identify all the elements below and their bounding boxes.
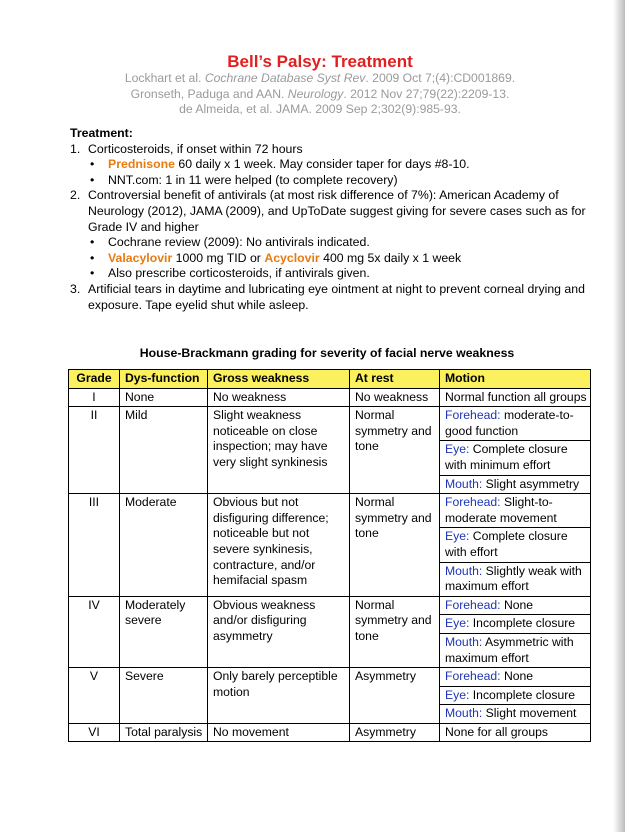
reference-line: Lockhart et al. Cochrane Database Syst Rev. 2009 Oct 7;(4):CD001869. bbox=[124, 71, 516, 85]
page-edge-shadow bbox=[613, 0, 625, 832]
reference-line: Gronseth, Paduga and AAN. Neurology. 2012 Nov 27;79(22):2209-13. bbox=[130, 86, 510, 101]
at-rest-cell: Asymmetry bbox=[350, 668, 440, 724]
grade-cell: V bbox=[69, 668, 120, 724]
house-brackmann-table bbox=[68, 369, 591, 742]
bullet-prednisone: • Prednisone 60 daily x 1 week. May consider taper for days #8-10. bbox=[90, 157, 470, 172]
gross-weakness-cell: No weakness bbox=[208, 388, 350, 407]
dysfunction-cell: Severe bbox=[120, 668, 208, 724]
treatment-item-3: 3. Artificial tears in daytime and lubricating eye ointment at night to prevent corneal drying and exposure. Tape eyelid shut while asleep. bbox=[70, 281, 585, 312]
dysfunction-cell: Total paralysis bbox=[120, 723, 208, 742]
at-rest-cell: No weakness bbox=[350, 388, 440, 407]
table-row bbox=[69, 407, 591, 494]
motion-eye: Eye: Incomplete closure bbox=[440, 687, 590, 706]
doc-title: Bell’s Palsy: Treatment bbox=[227, 52, 413, 71]
motion-forehead: Forehead: Slight-to-moderate movement bbox=[440, 494, 590, 528]
motion-forehead: Forehead: None bbox=[440, 597, 590, 616]
table-row bbox=[69, 596, 591, 667]
motion-forehead: Forehead: moderate-to-good function bbox=[440, 407, 590, 441]
at-rest-cell: Normal symmetry and tone bbox=[350, 494, 440, 597]
drug-prednisone: Prednisone bbox=[108, 157, 175, 172]
reference-line: de Almeida, et al. JAMA. 2009 Sep 2;302(9):985-93. bbox=[179, 102, 461, 117]
gross-weakness-cell: Only barely perceptible motion bbox=[208, 668, 350, 724]
grade-cell: II bbox=[69, 407, 120, 494]
motion-cell bbox=[440, 668, 591, 724]
motion-eye: Eye: Complete closure with minimum effort bbox=[440, 441, 590, 475]
motion-forehead: Forehead: None bbox=[440, 668, 590, 687]
motion-mouth: Mouth: Slight asymmetry bbox=[445, 476, 580, 491]
grade-cell: III bbox=[69, 494, 120, 597]
dysfunction-cell: None bbox=[120, 388, 208, 407]
drug-valacylovir: Valacylovir bbox=[108, 250, 173, 265]
col-header-at-rest: At rest bbox=[350, 370, 440, 389]
motion-eye: Eye: Incomplete closure bbox=[440, 615, 590, 634]
grade-cell: IV bbox=[69, 596, 120, 667]
motion-all: Normal function all groups bbox=[445, 389, 587, 404]
motion-mouth: Mouth: Slight movement bbox=[445, 706, 577, 721]
dysfunction-cell: Moderate bbox=[120, 494, 208, 597]
bullet-corticosteroids: • Also prescribe corticosteroids, if antivirals given. bbox=[90, 266, 370, 281]
col-header-motion: Motion bbox=[440, 370, 591, 389]
col-header-grade: Grade bbox=[69, 370, 120, 389]
bullet-antivirals: • Valacylovir 1000 mg TID or Acyclovir 400 mg 5x daily x 1 week bbox=[90, 250, 462, 265]
motion-cell bbox=[440, 723, 591, 742]
col-header-gross-weakness: Gross weakness bbox=[208, 370, 350, 389]
motion-mouth: Mouth: Slightly weak with maximum effort bbox=[445, 563, 582, 594]
motion-cell bbox=[440, 388, 591, 407]
grade-cell: VI bbox=[69, 723, 120, 742]
dysfunction-cell: Mild bbox=[120, 407, 208, 494]
table-caption: House-Brackmann grading for severity of facial nerve weakness bbox=[139, 346, 515, 360]
motion-cell bbox=[440, 596, 591, 667]
drug-acyclovir: Acyclovir bbox=[264, 250, 320, 265]
at-rest-cell: Normal symmetry and tone bbox=[350, 407, 440, 494]
treatment-item-1: 1. Corticosteroids, if onset within 72 hours bbox=[70, 141, 303, 156]
table-header-row bbox=[69, 370, 591, 389]
bullet-nnt: • NNT.com: 1 in 11 were helped (to complete recovery) bbox=[90, 172, 398, 187]
treatment-heading: Treatment: bbox=[70, 126, 133, 140]
at-rest-cell: Asymmetry bbox=[350, 723, 440, 742]
motion-cell bbox=[440, 494, 591, 597]
col-header-dysfunction: Dys-function bbox=[120, 370, 208, 389]
motion-mouth: Mouth: Asymmetric with maximum effort bbox=[445, 634, 574, 665]
bullet-cochrane: • Cochrane review (2009): No antivirals indicated. bbox=[90, 235, 370, 250]
treatment-section bbox=[70, 126, 590, 313]
gross-weakness-cell: Slight weakness noticeable on close inspection; may have very slight synkinesis bbox=[208, 407, 350, 494]
table-row bbox=[69, 723, 591, 742]
gross-weakness-cell: Obvious but not disfiguring difference; noticeable but not severe synkinesis, contracture, and/or hemifacial spasm bbox=[208, 494, 350, 597]
treatment-item-2: 2. Controversial benefit of antivirals (at most risk difference of 7%): American Academy of Neurology (2012), JAMA (2009), and UpToDate suggest giving for severe cases such as for Grade IV and higher bbox=[70, 188, 586, 234]
motion-cell bbox=[440, 407, 591, 494]
motion-eye: Eye: Complete closure with effort bbox=[440, 528, 590, 562]
motion-all: None for all groups bbox=[445, 724, 548, 739]
references bbox=[0, 71, 625, 118]
gross-weakness-cell: No movement bbox=[208, 723, 350, 742]
grade-cell: I bbox=[69, 388, 120, 407]
dysfunction-cell: Moderately severe bbox=[120, 596, 208, 667]
table-row bbox=[69, 494, 591, 597]
table-row bbox=[69, 668, 591, 724]
at-rest-cell: Normal symmetry and tone bbox=[350, 596, 440, 667]
gross-weakness-cell: Obvious weakness and/or disfiguring asymmetry bbox=[208, 596, 350, 667]
table-row bbox=[69, 388, 591, 407]
